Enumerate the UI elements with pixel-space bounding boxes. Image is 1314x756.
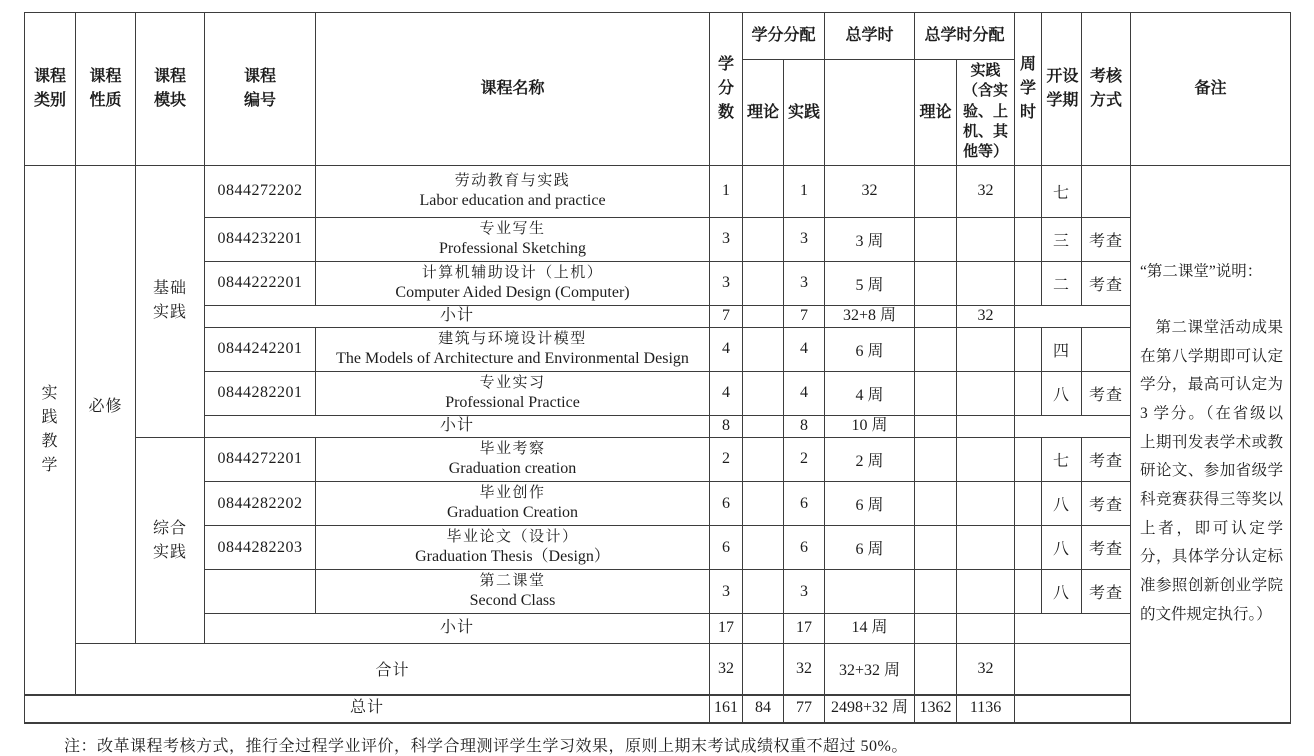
header-total-hours: 总学时 xyxy=(825,13,915,60)
semester-cell: 八 xyxy=(1042,481,1082,525)
hours-practice-cell xyxy=(957,570,1015,614)
credits-cell: 8 xyxy=(710,415,743,437)
credits-cell: 4 xyxy=(710,371,743,415)
course-name-en: Second Class xyxy=(469,592,556,610)
header-course-name: 课程名称 xyxy=(316,13,710,166)
header-module: 课程模块 xyxy=(136,13,205,166)
header-credit-distribution: 学分分配 xyxy=(743,13,825,60)
header-assessment: 考核方式 xyxy=(1082,13,1131,166)
course-code: 0844232201 xyxy=(205,217,316,261)
course-code: 0844272202 xyxy=(205,165,316,217)
credit-practice-cell: 3 xyxy=(784,261,825,305)
total-hours-cell: 6 周 xyxy=(825,481,915,525)
credit-practice-cell: 17 xyxy=(784,614,825,644)
course-name-cn: 计算机辅助设计（上机） xyxy=(421,264,604,281)
assessment-cell: 考查 xyxy=(1082,570,1131,614)
credits-cell: 3 xyxy=(710,261,743,305)
course-name xyxy=(316,481,710,525)
total-hours-cell: 32 xyxy=(825,165,915,217)
credit-theory-cell xyxy=(743,614,784,644)
credit-theory-cell xyxy=(743,570,784,614)
nature-cell: 必修 xyxy=(76,165,136,643)
credits-cell: 161 xyxy=(710,695,743,723)
assessment-cell: 考查 xyxy=(1082,217,1131,261)
assessment-cell xyxy=(1082,165,1131,217)
hours-practice-cell xyxy=(957,614,1015,644)
assessment-cell: 考查 xyxy=(1082,481,1131,525)
semester-cell: 八 xyxy=(1042,371,1082,415)
header-row-top xyxy=(25,13,1291,60)
weekly-hours-cell xyxy=(1015,217,1042,261)
credit-theory-cell xyxy=(743,437,784,481)
module-comprehensive-cell: 综合实践 xyxy=(136,437,205,643)
course-name xyxy=(316,526,710,570)
hours-practice-cell xyxy=(957,415,1015,437)
weekly-hours-cell xyxy=(1015,437,1042,481)
credit-practice-cell: 32 xyxy=(784,644,825,695)
hours-theory-cell xyxy=(915,371,957,415)
semester-cell: 七 xyxy=(1042,437,1082,481)
credit-practice-cell: 2 xyxy=(784,437,825,481)
semester-cell: 七 xyxy=(1042,165,1082,217)
semester-cell: 八 xyxy=(1042,570,1082,614)
course-name-en: Computer Aided Design (Computer) xyxy=(395,284,630,302)
credit-practice-cell: 4 xyxy=(784,327,825,371)
hours-theory-cell xyxy=(915,437,957,481)
hours-theory-cell xyxy=(915,614,957,644)
remarks-body: 第二课堂活动成果在第八学期即可认定学分，最高可认定为 3 学分。（在省级以上期刊发表学术或教研论文、参加省级学科竞赛获得三等奖以上者，即可认定学分，具体学分认定标准参照创新创业学院的文件规定执行。） xyxy=(1140,318,1284,623)
credits-cell: 1 xyxy=(710,165,743,217)
header-credit-practice: 实践 xyxy=(784,60,825,166)
course-name-cn: 建筑与环境设计模型 xyxy=(438,330,587,347)
total-hours-cell: 32+32 周 xyxy=(825,644,915,695)
hours-theory-cell xyxy=(915,165,957,217)
credit-theory-cell xyxy=(743,526,784,570)
subtotal-row xyxy=(25,415,1291,437)
course-name-cn: 专业实习 xyxy=(479,374,546,391)
course-name-en: Professional Sketching xyxy=(438,240,587,257)
header-credits: 学分数 xyxy=(710,13,743,166)
course-row xyxy=(25,371,1291,415)
course-name-en: Labor education and practice xyxy=(419,191,606,209)
hours-theory-cell xyxy=(915,481,957,525)
header-credit-theory: 理论 xyxy=(743,60,784,166)
credit-theory-cell xyxy=(743,305,784,327)
credit-practice-cell: 6 xyxy=(784,526,825,570)
course-name-cn: 毕业论文（设计） xyxy=(446,529,579,546)
hours-theory-cell xyxy=(915,261,957,305)
semester-cell: 八 xyxy=(1042,526,1082,570)
grand-total-row xyxy=(25,695,1291,723)
semester-cell: 二 xyxy=(1042,261,1082,305)
course-name xyxy=(316,217,710,261)
subtotal-label: 小计 xyxy=(205,614,710,644)
subtotal-label: 小计 xyxy=(205,305,710,327)
total-hours-cell xyxy=(825,570,915,614)
course-name xyxy=(316,570,710,614)
module-basic-cell: 基础实践 xyxy=(136,165,205,437)
course-row xyxy=(25,437,1291,481)
course-code: 0844282203 xyxy=(205,526,316,570)
total-row xyxy=(25,644,1291,695)
total-hours-cell: 2 周 xyxy=(825,437,915,481)
course-name-en: Graduation creation xyxy=(448,460,577,478)
credit-practice-cell: 7 xyxy=(784,305,825,327)
hours-theory-cell xyxy=(915,217,957,261)
assessment-cell: 考查 xyxy=(1082,437,1131,481)
credit-practice-cell: 3 xyxy=(784,570,825,614)
course-name-cn: 第二课堂 xyxy=(479,573,546,590)
assessment-cell xyxy=(1082,327,1131,371)
subtotal-spacer xyxy=(1015,305,1131,327)
credit-practice-cell: 3 xyxy=(784,217,825,261)
header-category: 课程类别 xyxy=(25,13,76,166)
credit-theory-cell xyxy=(743,165,784,217)
course-code: 0844242201 xyxy=(205,327,316,371)
course-row xyxy=(25,481,1291,525)
grand-total-spacer xyxy=(1015,695,1131,723)
credit-theory-cell xyxy=(743,644,784,695)
hours-practice-cell xyxy=(957,526,1015,570)
subtotal-spacer xyxy=(1015,415,1131,437)
curriculum-table xyxy=(24,12,1291,724)
hours-theory-cell xyxy=(915,305,957,327)
assessment-cell: 考查 xyxy=(1082,261,1131,305)
weekly-hours-cell xyxy=(1015,570,1042,614)
semester-cell: 三 xyxy=(1042,217,1082,261)
weekly-hours-cell xyxy=(1015,526,1042,570)
course-name-cn: 毕业考察 xyxy=(479,440,546,457)
course-name-en: Graduation Creation xyxy=(446,504,579,522)
credits-cell: 3 xyxy=(710,570,743,614)
total-hours-cell: 6 周 xyxy=(825,526,915,570)
course-name xyxy=(316,437,710,481)
hours-practice-cell xyxy=(957,437,1015,481)
header-total-hours-spacer xyxy=(825,60,915,166)
semester-cell: 四 xyxy=(1042,327,1082,371)
credit-practice-cell: 8 xyxy=(784,415,825,437)
hours-practice-cell xyxy=(957,481,1015,525)
course-name-en: Graduation Thesis（Design） xyxy=(415,548,610,566)
credit-theory-cell xyxy=(743,481,784,525)
total-hours-cell: 3 周 xyxy=(825,217,915,261)
credits-cell: 3 xyxy=(710,217,743,261)
credit-practice-cell: 4 xyxy=(784,371,825,415)
hours-theory-cell xyxy=(915,644,957,695)
credits-cell: 2 xyxy=(710,437,743,481)
hours-practice-cell xyxy=(957,371,1015,415)
course-name-cn: 劳动教育与实践 xyxy=(454,172,571,189)
course-code: 0844222201 xyxy=(205,261,316,305)
course-row xyxy=(25,261,1291,305)
credit-theory-cell: 84 xyxy=(743,695,784,723)
hours-practice-cell xyxy=(957,261,1015,305)
hours-theory-cell xyxy=(915,415,957,437)
course-name xyxy=(316,327,710,371)
hours-practice-cell xyxy=(957,217,1015,261)
total-hours-cell: 6 周 xyxy=(825,327,915,371)
hours-practice-cell xyxy=(957,327,1015,371)
course-name xyxy=(316,165,710,217)
credits-cell: 4 xyxy=(710,327,743,371)
credits-cell: 32 xyxy=(710,644,743,695)
total-hours-cell: 5 周 xyxy=(825,261,915,305)
course-row xyxy=(25,570,1291,614)
category-cell: 实践教学 xyxy=(25,165,76,694)
credit-practice-cell: 1 xyxy=(784,165,825,217)
course-row xyxy=(25,165,1291,217)
credit-theory-cell xyxy=(743,261,784,305)
subtotal-label: 小计 xyxy=(205,415,710,437)
credits-cell: 17 xyxy=(710,614,743,644)
subtotal-row xyxy=(25,614,1291,644)
header-semester: 开设学期 xyxy=(1042,13,1082,166)
hours-practice-cell: 32 xyxy=(957,644,1015,695)
header-hours-theory: 理论 xyxy=(915,60,957,166)
weekly-hours-cell xyxy=(1015,481,1042,525)
total-hours-cell: 32+8 周 xyxy=(825,305,915,327)
credits-cell: 6 xyxy=(710,526,743,570)
weekly-hours-cell xyxy=(1015,261,1042,305)
hours-theory-cell: 1362 xyxy=(915,695,957,723)
credit-practice-cell: 6 xyxy=(784,481,825,525)
credit-practice-cell: 77 xyxy=(784,695,825,723)
course-row xyxy=(25,217,1291,261)
course-code xyxy=(205,570,316,614)
credits-cell: 7 xyxy=(710,305,743,327)
assessment-cell: 考查 xyxy=(1082,371,1131,415)
header-hours-practice: 实践（含实验、上机、其他等） xyxy=(957,60,1015,166)
header-hours-distribution: 总学时分配 xyxy=(915,13,1015,60)
header-remarks: 备注 xyxy=(1131,13,1291,166)
total-hours-cell: 4 周 xyxy=(825,371,915,415)
subtotal-spacer xyxy=(1015,614,1131,644)
course-name-en: Professional Practice xyxy=(445,394,580,412)
course-name-cn: 专业写生 xyxy=(479,220,546,237)
course-name-cn: 毕业创作 xyxy=(479,484,546,501)
total-spacer xyxy=(1015,644,1131,695)
credit-theory-cell xyxy=(743,371,784,415)
course-name-en: The Models of Architecture and Environmental Design xyxy=(336,350,689,368)
credit-theory-cell xyxy=(743,217,784,261)
header-code: 课程编号 xyxy=(205,13,316,166)
course-code: 0844272201 xyxy=(205,437,316,481)
weekly-hours-cell xyxy=(1015,327,1042,371)
course-row xyxy=(25,327,1291,371)
total-hours-cell: 10 周 xyxy=(825,415,915,437)
total-hours-cell: 14 周 xyxy=(825,614,915,644)
assessment-cell: 考查 xyxy=(1082,526,1131,570)
course-name xyxy=(316,261,710,305)
total-hours-cell: 2498+32 周 xyxy=(825,695,915,723)
credit-theory-cell xyxy=(743,327,784,371)
grand-total-label: 总计 xyxy=(25,695,710,723)
course-code: 0844282201 xyxy=(205,371,316,415)
hours-theory-cell xyxy=(915,526,957,570)
hours-practice-cell: 1136 xyxy=(957,695,1015,723)
header-nature: 课程性质 xyxy=(76,13,136,166)
credit-theory-cell xyxy=(743,415,784,437)
hours-theory-cell xyxy=(915,570,957,614)
course-name xyxy=(316,371,710,415)
remarks-cell xyxy=(1131,165,1291,722)
course-code: 0844282202 xyxy=(205,481,316,525)
hours-theory-cell xyxy=(915,327,957,371)
footnote: 注：改革课程考核方式，推行全过程学业评价，科学合理测评学生学习效果，原则上期末考试成绩权重不超过 50%。 xyxy=(64,737,908,755)
weekly-hours-cell xyxy=(1015,371,1042,415)
weekly-hours-cell xyxy=(1015,165,1042,217)
remarks-title: “第二课堂”说明： xyxy=(1140,263,1263,281)
header-weekly-hours: 周学时 xyxy=(1015,13,1042,166)
course-row xyxy=(25,526,1291,570)
credits-cell: 6 xyxy=(710,481,743,525)
total-label: 合计 xyxy=(76,644,710,695)
subtotal-row xyxy=(25,305,1291,327)
hours-practice-cell: 32 xyxy=(957,165,1015,217)
hours-practice-cell: 32 xyxy=(957,305,1015,327)
